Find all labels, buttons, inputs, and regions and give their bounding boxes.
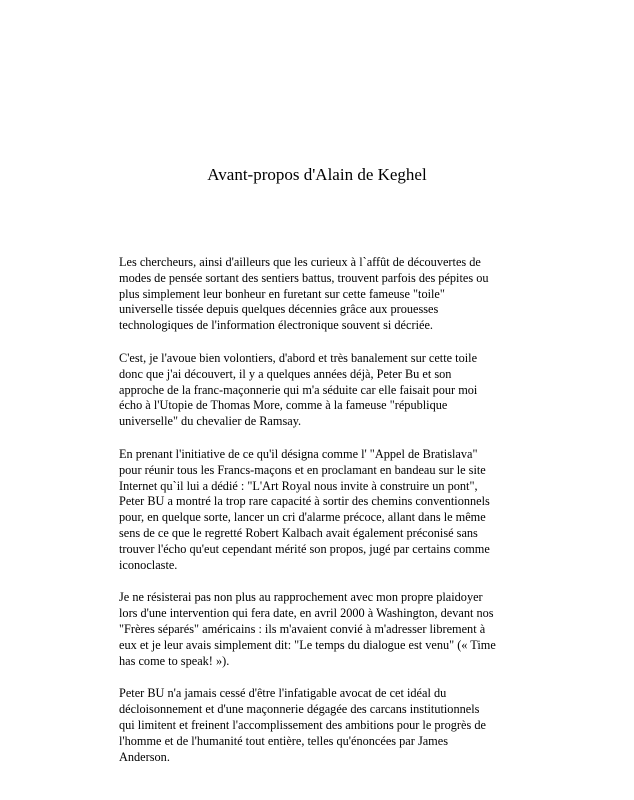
paragraph-line: iconoclaste. xyxy=(119,557,178,572)
paragraph-3 xyxy=(119,447,517,573)
paragraph-line: trouver l'écho qu'eut cependant mérité son propos, jugé par certains comme xyxy=(119,541,490,556)
paragraph-line: Anderson. xyxy=(119,749,170,764)
paragraph-line: universelle" du chevalier de Ramsay. xyxy=(119,414,302,429)
paragraph-line: En prenant l'initiative de ce qu'il désigna comme l' "Appel de Bratislava" xyxy=(119,446,478,461)
paragraph-2 xyxy=(119,351,517,430)
paragraph-line: modes de pensée sortant des sentiers battus, trouvent parfois des pépites ou xyxy=(119,270,489,285)
document-body xyxy=(119,255,517,782)
paragraph-line: écho à l'Utopie de Thomas More, comme à la fameuse "république xyxy=(119,398,448,413)
paragraph-line: universelle tissée depuis quelques décennies grâce aux prouesses xyxy=(119,302,439,317)
paragraph-line: Peter BU n'a jamais cessé d'être l'infatigable avocat de cet idéal du xyxy=(119,686,447,701)
paragraph-1 xyxy=(119,255,517,334)
paragraph-line: Internet qu`il lui a dédié : "L'Art Royal nous invite à construire un pont", xyxy=(119,478,478,493)
paragraph-line: lors d'une intervention qui fera date, en avril 2000 à Washington, devant nos xyxy=(119,606,494,621)
paragraph-line: technologiques de l'information électronique souvent si décriée. xyxy=(119,318,433,333)
paragraph-line: sens de ce que le regretté Robert Kalbach avait également préconisé sans xyxy=(119,525,478,540)
paragraph-line: Je ne résisterai pas non plus au rapprochement avec mon propre plaidoyer xyxy=(119,590,483,605)
paragraph-line: "Frères séparés" américains : ils m'avaient convié à m'adresser librement à xyxy=(119,621,486,636)
paragraph-4 xyxy=(119,590,517,669)
paragraph-line: eux et je leur avais simplement dit: "Le temps du dialogue est venu" (« Time xyxy=(119,637,496,652)
paragraph-line: plus simplement leur bonheur en furetant sur cette fameuse "toile" xyxy=(119,286,445,301)
paragraph-5 xyxy=(119,686,517,765)
paragraph-line: pour réunir tous les Francs-maçons et en proclamant en bandeau sur le site xyxy=(119,462,486,477)
paragraph-line: has come to speak! »). xyxy=(119,653,230,668)
paragraph-line: Les chercheurs, ainsi d'ailleurs que les curieux à l`affût de découvertes de xyxy=(119,255,481,269)
paragraph-line: pour, en quelque sorte, lancer un cri d'alarme précoce, allant dans le même xyxy=(119,510,486,525)
paragraph-line: approche de la franc-maçonnerie qui m'a séduite car elle faisait pour moi xyxy=(119,382,478,397)
paragraph-line: l'homme et de l'humanité tout entière, telles qu'énoncées par James xyxy=(119,733,448,748)
paragraph-line: Peter BU a montré la trop rare capacité à sortir des chemins conventionnels xyxy=(119,494,490,509)
page-title: Avant-propos d'Alain de Keghel xyxy=(207,165,427,184)
paragraph-line: qui limitent et freinent l'accomplissement des ambitions pour le progrès de xyxy=(119,717,486,732)
paragraph-line: C'est, je l'avoue bien volontiers, d'abord et très banalement sur cette toile xyxy=(119,350,478,365)
paragraph-line: décloisonnement et d'une maçonnerie dégagée des carcans institutionnels xyxy=(119,702,480,717)
paragraph-line: donc que j'ai découvert, il y a quelques années déjà, Peter Bu et son xyxy=(119,366,452,381)
